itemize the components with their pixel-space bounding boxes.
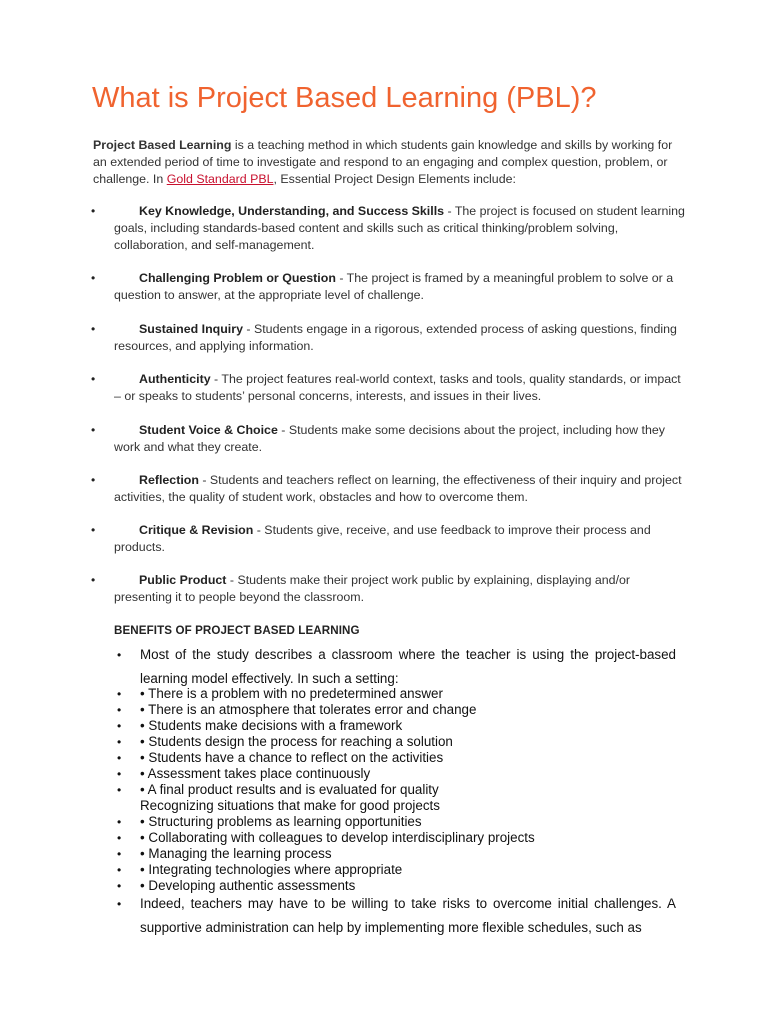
intro-lead-term: Project Based Learning (93, 138, 232, 152)
design-element-desc: - Students engage in a rigorous, extended process of asking questions, finding resources, and applying information. (114, 322, 677, 353)
benefits-heading: BENEFITS OF PROJECT BASED LEARNING (114, 624, 360, 637)
design-element-term: Reflection (139, 473, 199, 487)
benefit-item: • • Developing authentic assessments (140, 878, 676, 894)
intro-paragraph (93, 137, 683, 188)
design-element-desc: - The project features real-world context, tasks and tools, quality standards, or impact – or speaks to students’ personal concerns, interests, and issues in their lives. (114, 372, 681, 403)
page-title: What is Project Based Learning (PBL)? (92, 82, 597, 114)
intro-text-2: , Essential Project Design Elements include: (273, 172, 516, 186)
benefit-item: Recognizing situations that make for good projects (140, 798, 440, 813)
design-element-term: Key Knowledge, Understanding, and Success Skills (139, 204, 445, 218)
design-element-item (114, 522, 687, 556)
design-element-desc: - Students give, receive, and use feedback to improve their process and products. (114, 523, 651, 554)
benefit-item: • • Structuring problems as learning opportunities (140, 814, 676, 830)
design-element-item (114, 371, 687, 405)
benefit-item: • • Integrating technologies where appropriate (140, 862, 676, 878)
design-element-item (114, 422, 687, 456)
benefit-item: • • Students design the process for reaching a solution (140, 734, 676, 750)
benefit-item: • • Assessment takes place continuously (140, 766, 676, 782)
design-element-term: Student Voice & Choice (139, 423, 278, 437)
design-element-item (114, 321, 687, 355)
benefit-item: • Most of the study describes a classroom where the teacher is using the project-based learning model effectively. In such a setting: (140, 643, 676, 691)
benefit-item: • • There is a problem with no predetermined answer (140, 686, 676, 702)
benefit-item: • • A final product results and is evaluated for quality (140, 782, 676, 798)
design-element-item (114, 572, 687, 606)
design-element-item (114, 270, 687, 304)
design-element-desc: - Students make some decisions about the project, including how they work and what they create. (114, 423, 665, 454)
gold-standard-pbl-link[interactable]: Gold Standard PBL (166, 172, 274, 186)
design-element-desc: - The project is focused on student learning goals, including standards-based content and skills such as critical thinking/problem solving, collaboration, and self-management. (114, 204, 685, 252)
benefit-item: • • Collaborating with colleagues to develop interdisciplinary projects (140, 830, 676, 846)
benefit-item: • • Managing the learning process (140, 846, 676, 862)
benefit-item: • • Students make decisions with a framework (140, 718, 676, 734)
design-element-term: Critique & Revision (139, 523, 254, 537)
design-element-term: Public Product (139, 573, 227, 587)
design-element-term: Challenging Problem or Question (139, 271, 336, 285)
design-element-term: Authenticity (139, 372, 211, 386)
intro-text-1: is a teaching method in which students gain knowledge and skills by working for an extended period of time to investigate and respond to an engaging and complex question, problem, or challenge. In (93, 138, 673, 186)
benefit-item: • • Students have a chance to reflect on the activities (140, 750, 676, 766)
design-element-desc: - The project is framed by a meaningful problem to solve or a question to answer, at the appropriate level of challenge. (114, 271, 674, 302)
design-element-desc: - Students make their project work public by explaining, displaying and/or presenting it to people beyond the classroom. (114, 573, 631, 604)
design-element-desc: - Students and teachers reflect on learning, the effectiveness of their inquiry and project activities, the quality of student work, obstacles and how to overcome them. (114, 473, 682, 504)
design-element-term: Sustained Inquiry (139, 322, 243, 336)
benefit-item: • Indeed, teachers may have to be willing to take risks to overcome initial challenges. A supportive administration can help by implementing more flexible schedules, such as (140, 892, 676, 940)
benefit-item: • • There is an atmosphere that tolerates error and change (140, 702, 676, 718)
design-element-item (114, 203, 687, 254)
design-element-item (114, 472, 687, 506)
